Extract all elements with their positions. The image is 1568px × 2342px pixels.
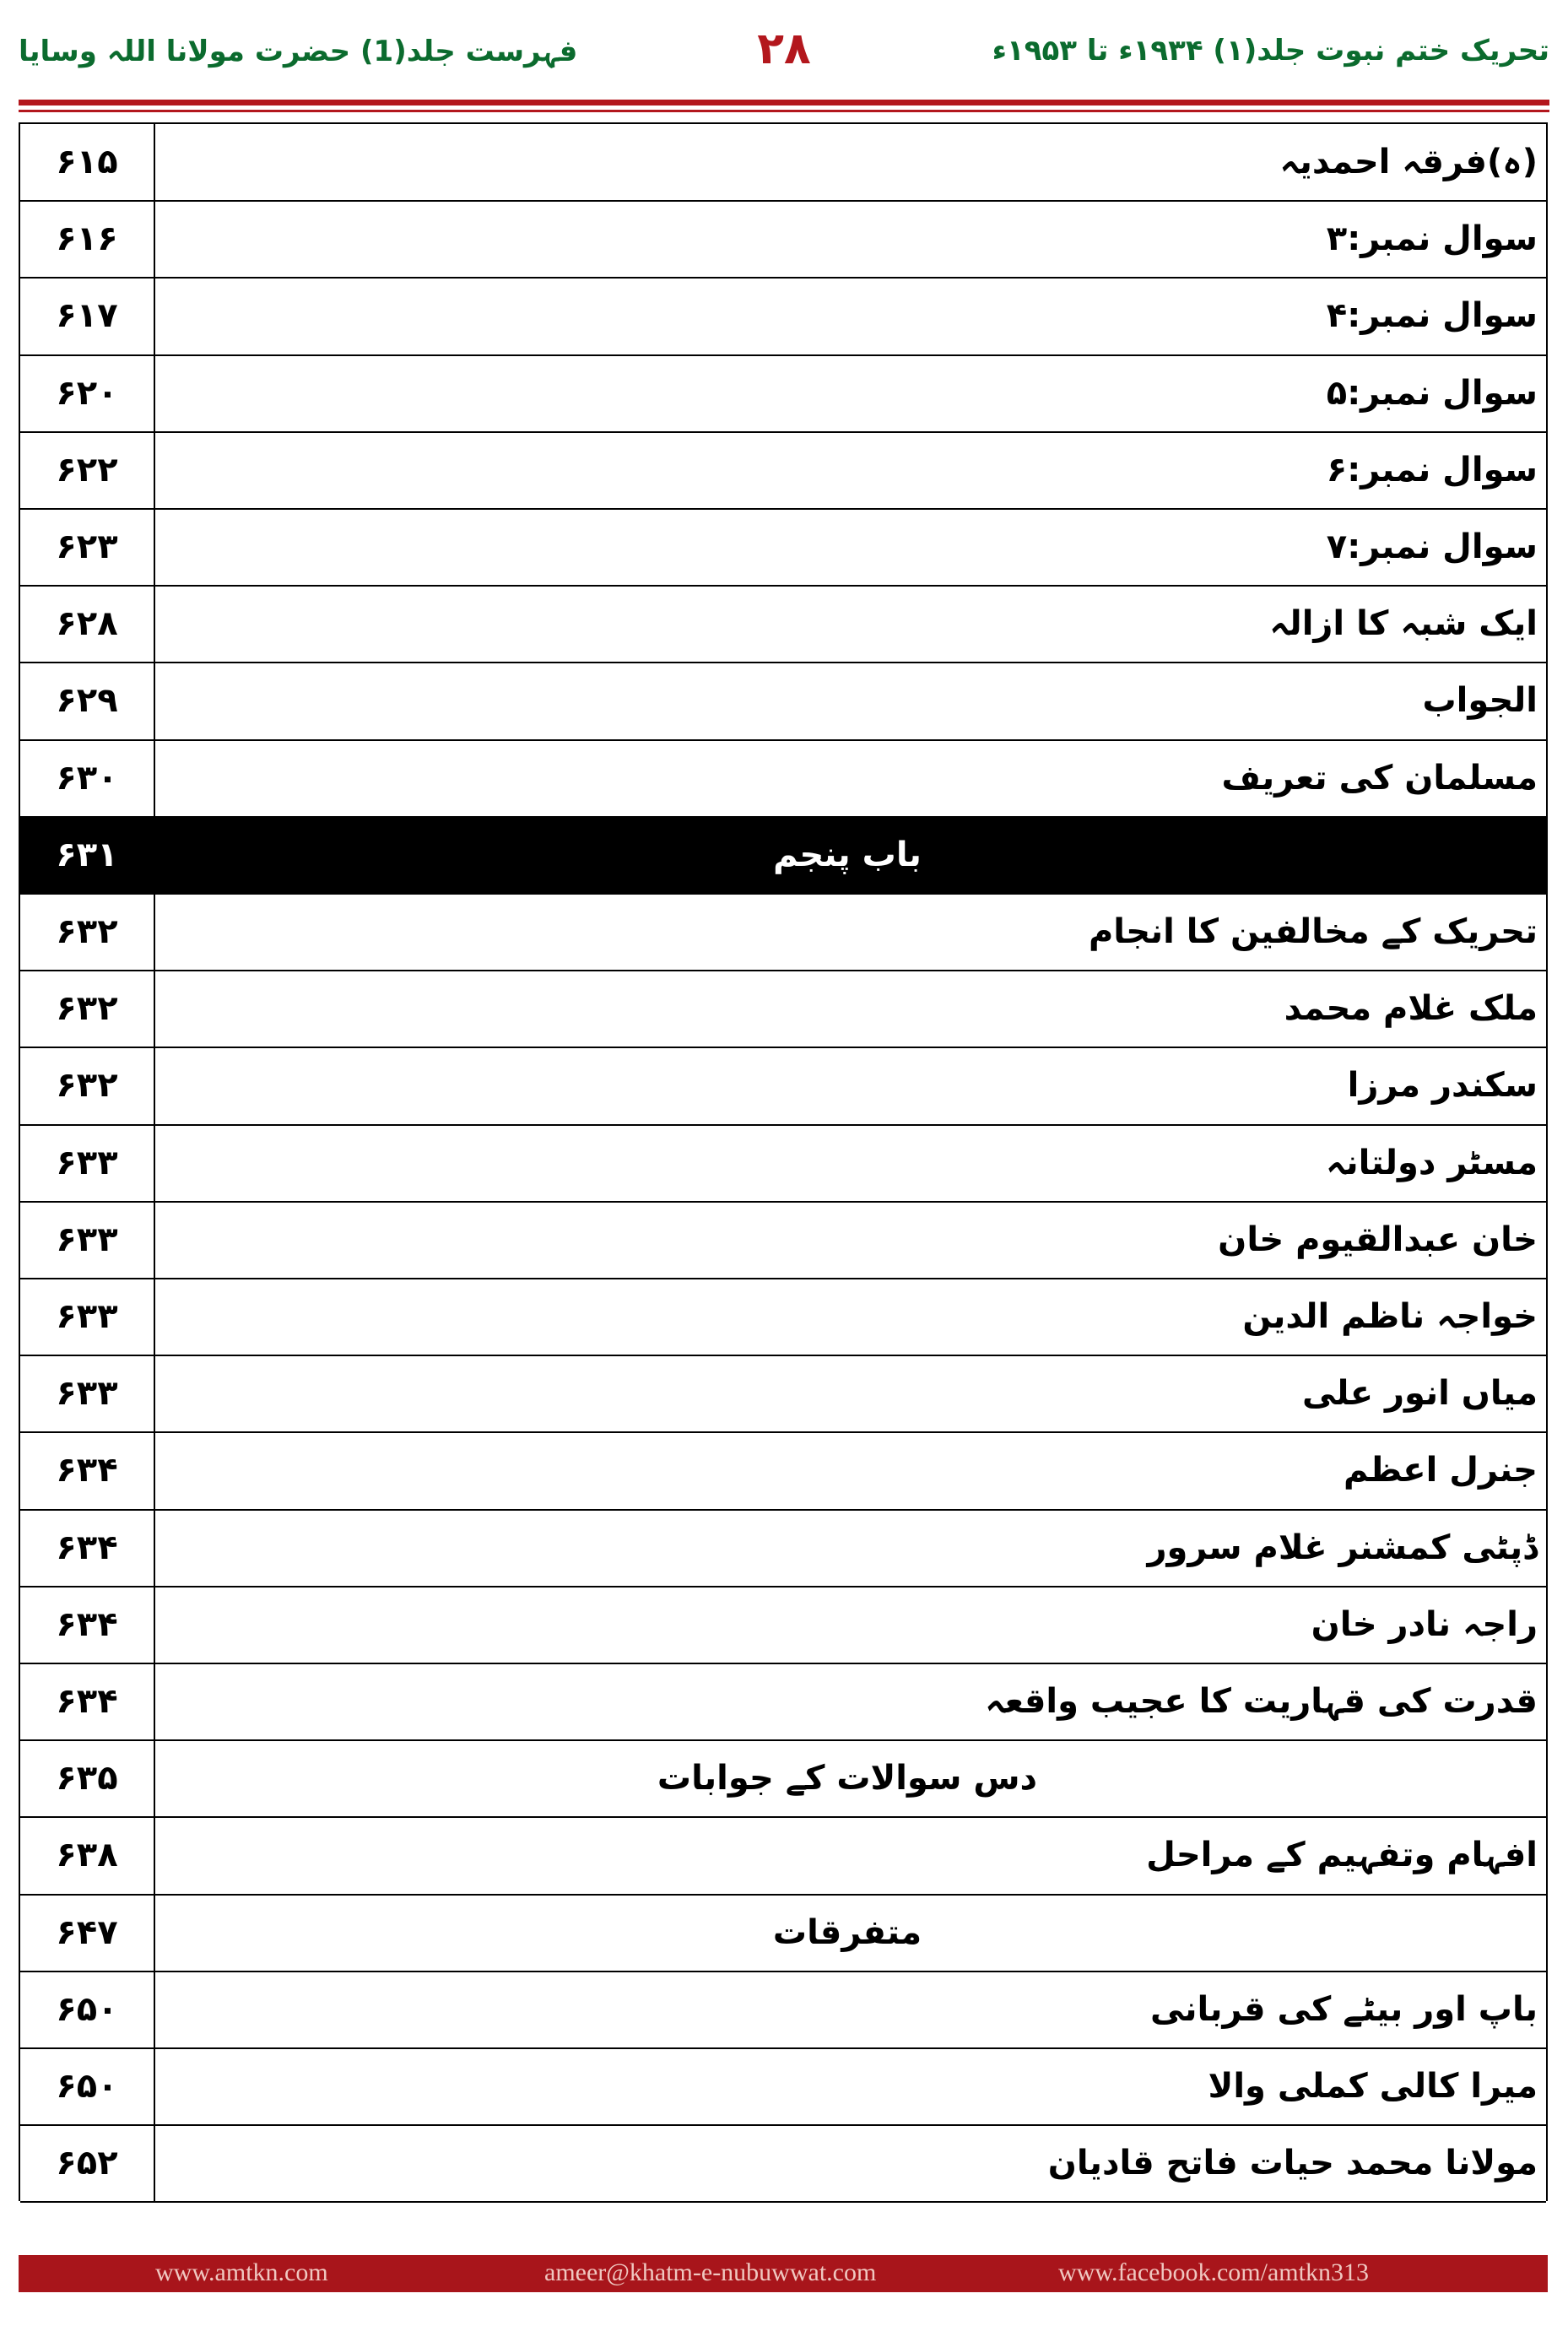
- toc-page-number: ۶۳۳: [20, 1355, 155, 1431]
- toc-row[interactable]: [20, 509, 1546, 587]
- toc-row[interactable]: [20, 355, 1546, 433]
- toc-page-number: ۶۳۴: [20, 1663, 155, 1739]
- footer-email-link[interactable]: ameer@khatm-e-nubuwwat.com: [544, 2258, 877, 2286]
- toc-entry-title: مسٹر دولتانہ: [1326, 1143, 1538, 1182]
- page-header: [0, 0, 1568, 110]
- toc-row[interactable]: [20, 1587, 1546, 1664]
- toc-entry-title: میاں انور علی: [1301, 1374, 1538, 1414]
- toc-entry-title: تحریک کے مخالفین کا انجام: [1088, 912, 1538, 952]
- header-book-title: تحریک ختم نبوت جلد(۱) ۱۹۳۴ء تا ۱۹۵۳ء: [992, 34, 1549, 68]
- toc-row[interactable]: [20, 2125, 1546, 2203]
- toc-page-number: ۶۳۳: [20, 1125, 155, 1201]
- toc-entry-title: باپ اور بیٹے کی قربانی: [1150, 1989, 1538, 2029]
- toc-entry-title: سوال نمبر:۴: [1326, 296, 1538, 336]
- toc-page-number: ۶۳۸: [20, 1817, 155, 1893]
- footer-website-link[interactable]: www.amtkn.com: [155, 2258, 328, 2286]
- toc-page-number: ۶۲۳: [20, 509, 155, 585]
- toc-entry-title: میرا کالی کملی والا: [1208, 2067, 1538, 2107]
- header-rule-thick: [19, 100, 1549, 105]
- toc-page-number: ۶۲۰: [20, 355, 155, 431]
- toc-page-number: ۶۳۱: [20, 817, 155, 893]
- toc-page-number: ۶۲۸: [20, 586, 155, 662]
- toc-row[interactable]: [20, 1817, 1546, 1895]
- toc-row[interactable]: [20, 278, 1546, 355]
- toc-row[interactable]: [20, 2048, 1546, 2126]
- header-volume-author: فہرست جلد(1) حضرت مولانا اللہ وسایا: [19, 35, 578, 68]
- toc-entry-title: سکندر مرزا: [1347, 1066, 1538, 1106]
- toc-page-number: ۶۱۷: [20, 278, 155, 354]
- toc-row[interactable]: [20, 1125, 1546, 1203]
- toc-entry-title: خواجہ ناظم الدین: [1242, 1297, 1538, 1337]
- toc-entry-title: قدرت کی قہاریت کا عجیب واقعہ: [985, 1682, 1538, 1722]
- toc-entry-title: سوال نمبر:۶: [1326, 450, 1538, 489]
- table-of-contents: [19, 122, 1548, 2201]
- toc-row[interactable]: [20, 663, 1546, 740]
- toc-entry-title: مسلمان کی تعریف: [1221, 758, 1538, 798]
- toc-row[interactable]: [20, 586, 1546, 663]
- toc-page-number: ۶۱۵: [20, 124, 155, 200]
- toc-page-number: ۶۱۶: [20, 201, 155, 277]
- toc-entry-title: ایک شبہ کا ازالہ: [1269, 604, 1538, 644]
- toc-page-number: ۶۲۲: [20, 432, 155, 508]
- page-footer: [19, 2255, 1548, 2292]
- chapter-heading-row[interactable]: [20, 817, 1546, 895]
- toc-row[interactable]: [20, 894, 1546, 971]
- toc-page-number: ۶۵۰: [20, 1971, 155, 2047]
- toc-page-number: ۶۳۴: [20, 1587, 155, 1663]
- toc-page-number: ۶۳۲: [20, 894, 155, 970]
- toc-row[interactable]: [20, 1663, 1546, 1741]
- toc-row[interactable]: [20, 1895, 1546, 1972]
- toc-row[interactable]: [20, 1047, 1546, 1125]
- toc-entry-title: سوال نمبر:۷: [1326, 527, 1538, 567]
- toc-row[interactable]: [20, 1432, 1546, 1510]
- toc-page-number: ۶۳۳: [20, 1202, 155, 1278]
- toc-entry-title: (ہ)فرقہ احمدیہ: [1279, 143, 1538, 182]
- toc-row[interactable]: [20, 432, 1546, 510]
- toc-entry-title: سوال نمبر:۳: [1326, 219, 1538, 259]
- toc-row[interactable]: [20, 971, 1546, 1048]
- toc-row[interactable]: [20, 740, 1546, 818]
- toc-page-number: ۶۳۲: [20, 1047, 155, 1123]
- toc-row[interactable]: [20, 201, 1546, 279]
- toc-page-number: ۶۳۰: [20, 740, 155, 816]
- toc-entry-title: مولانا محمد حیات فاتح قادیان: [1047, 2144, 1538, 2183]
- header-rule-thin: [19, 110, 1549, 112]
- toc-entry-title: خان عبدالقیوم خان: [1218, 1220, 1538, 1259]
- toc-entry-title: راجہ نادر خان: [1311, 1604, 1538, 1644]
- toc-row[interactable]: [20, 1202, 1546, 1279]
- toc-entry-title: الجواب: [1422, 681, 1538, 721]
- toc-page-number: ۶۳۲: [20, 971, 155, 1047]
- toc-row[interactable]: [20, 1740, 1546, 1818]
- toc-entry-title: ڈپٹی کمشنر غلام سرور: [1147, 1528, 1538, 1567]
- toc-entry-title: ملک غلام محمد: [1284, 989, 1538, 1029]
- toc-entry-title: متفرقات: [772, 1912, 922, 1952]
- toc-page-number: ۶۳۵: [20, 1740, 155, 1816]
- toc-page-number: ۶۵۰: [20, 2048, 155, 2124]
- toc-page-number: ۶۳۴: [20, 1510, 155, 1586]
- toc-row[interactable]: [20, 1971, 1546, 2049]
- toc-page-number: ۶۳۳: [20, 1279, 155, 1355]
- toc-entry-title: افہام وتفہیم کے مراحل: [1146, 1836, 1538, 1875]
- toc-entry-title: دس سوالات کے جوابات: [657, 1759, 1038, 1798]
- toc-page-number: ۶۵۲: [20, 2125, 155, 2201]
- toc-row[interactable]: [20, 124, 1546, 202]
- toc-entry-title: سوال نمبر:۵: [1326, 373, 1538, 413]
- toc-page-number: ۶۳۴: [20, 1432, 155, 1508]
- toc-row[interactable]: [20, 1355, 1546, 1433]
- toc-page-number: ۶۴۷: [20, 1895, 155, 1971]
- toc-page-number: ۶۲۹: [20, 663, 155, 738]
- footer-facebook-link[interactable]: www.facebook.com/amtkn313: [1058, 2258, 1369, 2286]
- toc-entry-title: باب پنجم: [773, 835, 922, 874]
- page-number: ۲۸: [757, 24, 811, 74]
- toc-entry-title: جنرل اعظم: [1343, 1451, 1538, 1490]
- toc-row[interactable]: [20, 1510, 1546, 1587]
- toc-row[interactable]: [20, 1279, 1546, 1356]
